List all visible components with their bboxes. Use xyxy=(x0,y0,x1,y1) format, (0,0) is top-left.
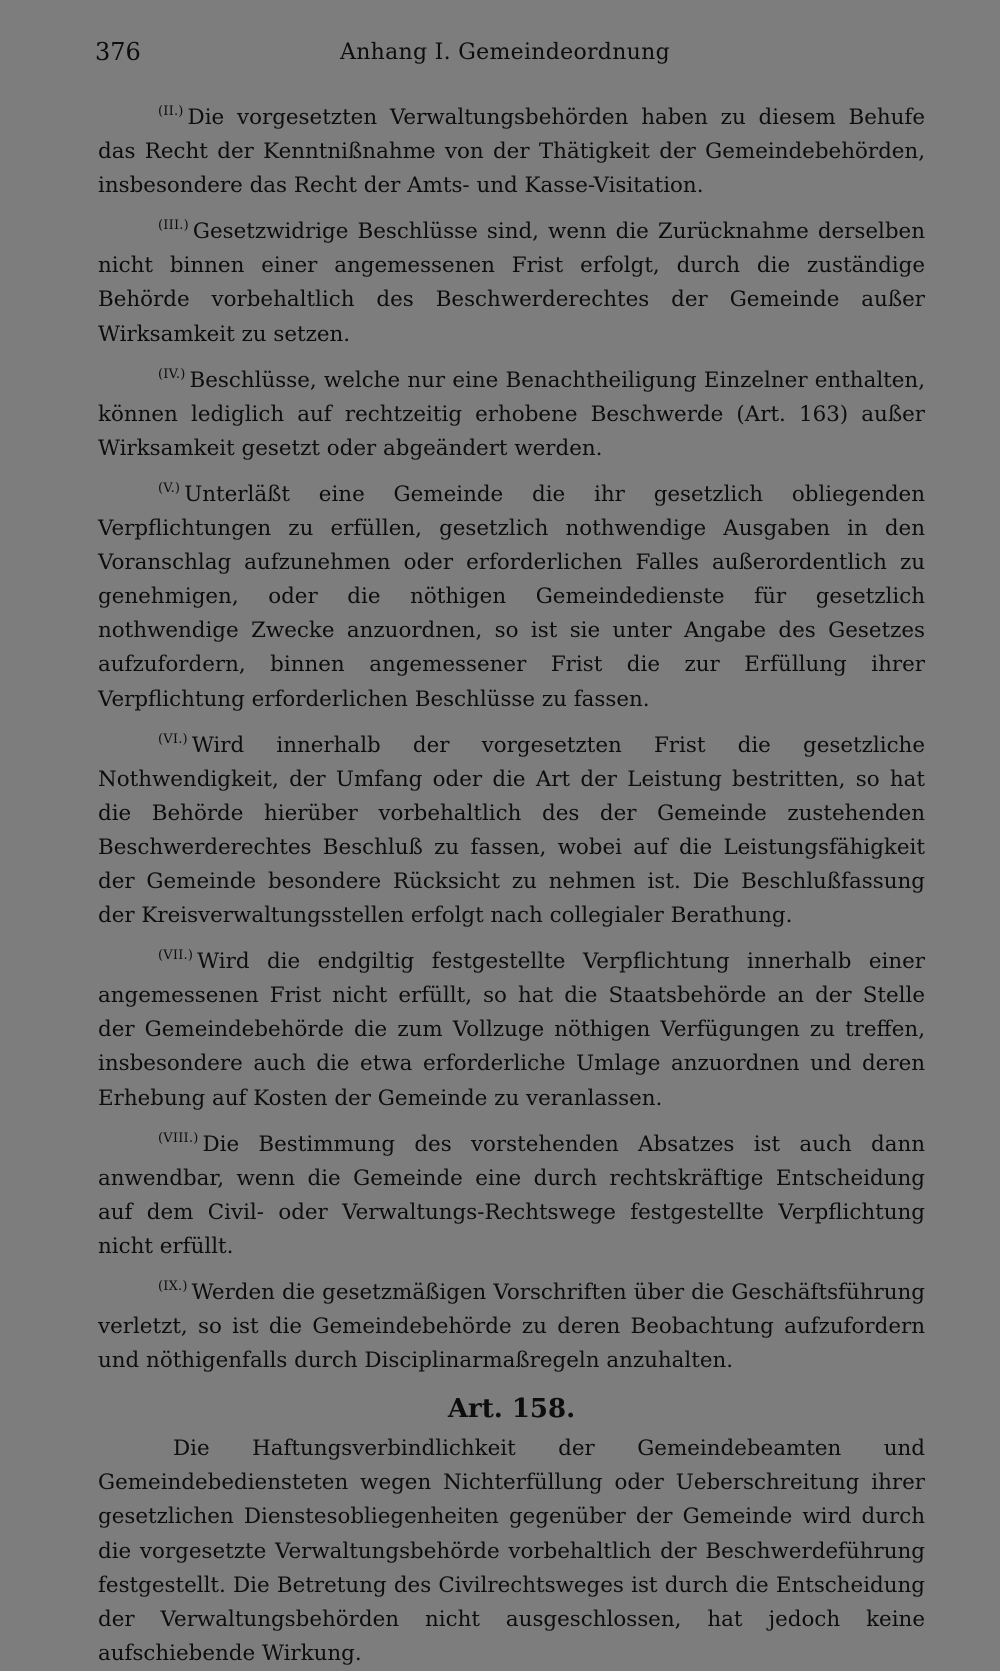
running-head: Anhang I. Gemeindeordnung xyxy=(340,40,670,65)
paragraph-text: Die Bestimmung des vorstehenden Absatzes ist auch dann anwendbar, wenn die Gemeinde eine durch rechtskräftige Entscheidung auf dem Civil- oder Verwaltungs-Rechtswege festgestellte Verpflichtung nicht erfüllt. xyxy=(98,1131,925,1259)
paragraph-6 xyxy=(98,723,925,934)
paragraph-text: Die vorgesetzten Verwaltungsbehörden haben zu diesem Behufe das Recht der Kenntnißnahme von der Thätigkeit der Gemeindebehörden, insbesondere das Recht der Amts- und Kasse-Visitation. xyxy=(98,105,925,199)
paragraph-number: (IX.) xyxy=(158,1279,188,1294)
paragraph-4 xyxy=(98,358,925,466)
paragraph-5 xyxy=(98,472,925,717)
paragraph-number: (II.) xyxy=(158,104,184,119)
paragraph-2 xyxy=(98,95,925,203)
paragraph-9 xyxy=(98,1270,925,1378)
article-heading: Art. 158. xyxy=(447,1394,576,1425)
article-paragraph: Die Haftungsverbindlichkeit der Gemeindebeamten und Gemeindebediensteten wegen Nichterfüllung oder Ueberschreitung ihrer gesetzlichen Dienstesobliegenheiten gegenüber der Gemeinde wird durch die vorgesetzte Verwaltungsbehörde vorbehaltlich der Beschwerdeführung festgestellt. Die Betretung des Civilrechtsweges ist durch die Entscheidung der Verwaltungsbehörden nicht ausgeschlossen, hat jedoch keine aufschiebende Wirkung. xyxy=(98,1436,925,1666)
paragraph-text: Beschlüsse, welche nur eine Benachtheiligung Einzelner enthalten, können lediglich auf rechtzeitig erhobene Beschwerde (Art. 163) außer Wirksamkeit gesetzt oder abgeändert werden. xyxy=(98,367,925,461)
paragraph-number: (VII.) xyxy=(158,948,194,964)
page-body xyxy=(98,95,925,1671)
paragraph-text: Unterläßt eine Gemeinde die ihr gesetzlich obliegenden Verpflichtungen zu erfüllen, gesetzlich nothwendige Ausgaben in den Voranschlag aufzunehmen oder erforderlichen Falles außerordentlich zu genehmigen, oder die nöthigen Gemeindedienste für gesetzlich nothwendige Zwecke anzuordnen, so ist sie unter Angabe des Gesetzes aufzufordern, binnen angemessener Frist die zur Erfüllung ihrer Verpflichtung erforderlichen Beschlüsse zu fassen. xyxy=(98,481,925,712)
paragraph-7 xyxy=(98,939,925,1115)
page-number: 376 xyxy=(95,38,141,66)
paragraph-8 xyxy=(98,1122,925,1264)
paragraph-text: Wird innerhalb der vorgesetzten Frist die gesetzliche Nothwendigkeit, der Umfang oder die Art der Leistung bestritten, so hat die Behörde hierüber vorbehaltlich des der Gemeinde zustehenden Beschwerderechtes Beschluß zu fassen, wobei auf die Leistungsfähigkeit der Gemeinde besondere Rücksicht zu nehmen ist. Die Beschlußfassung der Kreisverwaltungsstellen erfolgt nach collegialer Berathung. xyxy=(98,732,925,929)
paragraph-number: (III.) xyxy=(158,218,189,234)
paragraph-3 xyxy=(98,209,925,351)
paragraph-text: Gesetzwidrige Beschlüsse sind, wenn die Zurücknahme derselben nicht binnen einer angemessenen Frist erfolgt, durch die zuständige Behörde vorbehaltlich des Beschwerderechtes der Gemeinde außer Wirksamkeit zu setzen. xyxy=(98,219,925,347)
page-header xyxy=(95,38,925,72)
paragraph-text: Wird die endgiltig festgestellte Verpflichtung innerhalb einer angemessenen Frist nicht erfüllt, so hat die Staatsbehörde an der Stelle der Gemeindebehörde die zum Vollzuge nöthigen Verfügungen zu treffen, insbesondere auch die etwa erforderliche Umlage anzuordnen und deren Erhebung auf Kosten der Gemeinde zu veranlassen. xyxy=(98,949,925,1111)
paragraph-text: Werden die gesetzmäßigen Vorschriften über die Geschäftsführung verletzt, so ist die Gemeindebehörde zu deren Beobachtung aufzufordern und nöthigenfalls durch Disciplinarmaßregeln anzuhalten. xyxy=(98,1280,925,1374)
paragraph-number: (VIII.) xyxy=(158,1130,199,1146)
paragraph-number: (V.) xyxy=(158,480,181,496)
paragraph-number: (IV.) xyxy=(158,366,186,382)
paragraph-number: (VI.) xyxy=(158,731,188,747)
